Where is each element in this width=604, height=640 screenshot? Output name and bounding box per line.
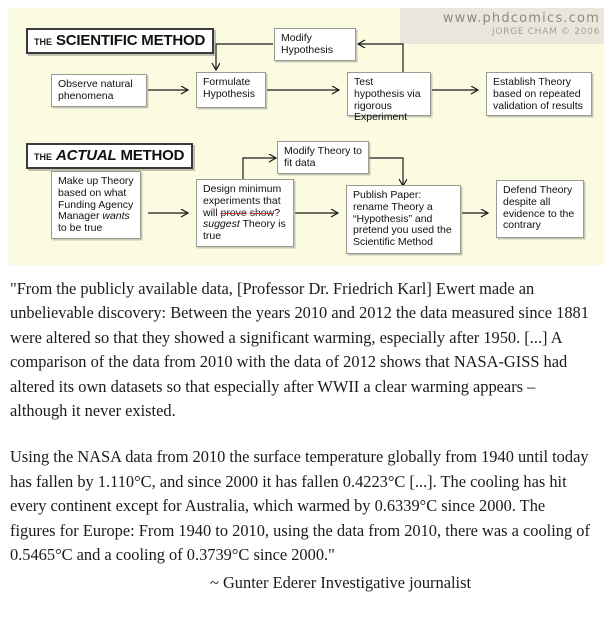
design-text-post: ? <box>274 206 281 219</box>
flow-box-modify-theory: Modify Theory to fit data <box>277 141 369 174</box>
emphasis-wants: wants <box>102 210 130 223</box>
section-title-prefix: THE <box>34 152 52 162</box>
quote-paragraph-2: Using the NASA data from 2010 the surface temperature globally from 1940 until today has fallen by 1.110°C, and since 2000 it has fallen 0.4223°C [...]. The cooling has hit every continent except for Australia, which warmed by 0.6339°C since 2000. The figures for Europe: From 1940 to 2010, using the data from 2010, there was a cooling of 0.5465°C and a cooling of 0.3739°C since 2000." <box>10 447 590 565</box>
watermark-band <box>400 8 604 44</box>
struck-word-prove: prove <box>220 206 247 219</box>
section-title-rest: METHOD <box>120 147 185 164</box>
flow-box-modify-hypothesis: Modify Hypothesis <box>274 28 356 61</box>
quote-attribution: ~ Gunter Ederer Investigative journalist <box>210 573 472 593</box>
phd-comics-panel <box>8 8 604 265</box>
design-text-pre: Design minimum experiments that will <box>203 183 282 219</box>
emphasis-suggest: suggest <box>203 218 240 231</box>
flow-box-design-experiments <box>196 179 294 247</box>
flow-box-defend-theory: Defend Theory despite all evidence to the contrary <box>496 180 584 238</box>
design-text-tail: Theory is true <box>203 218 286 243</box>
section-title-text: SCIENTIFIC METHOD <box>56 32 206 49</box>
flow-box-observe-natural-phenomena: Observe natural phenomena <box>51 74 147 107</box>
flow-box-make-up-theory: Make up Theory based on what Funding Agency Manager wants to be true <box>51 171 141 239</box>
section-title-prefix: THE <box>34 37 52 47</box>
struck-word-show: show <box>249 206 275 219</box>
flow-box-formulate-hypothesis: Formulate Hypothesis <box>196 72 266 108</box>
section-title-text <box>56 147 184 164</box>
flow-box-establish-theory: Establish Theory based on repeated validation of results <box>486 72 592 116</box>
section-title-italic-word: ACTUAL <box>56 147 117 164</box>
flow-box-publish-paper: Publish Paper: rename Theory a “Hypothesis” and pretend you used the Scientific Method <box>346 185 461 254</box>
watermark-url: www.phdcomics.com <box>442 11 600 26</box>
flow-box-test-hypothesis: Test hypothesis via rigorous Experiment <box>347 72 431 116</box>
quote-paragraph-1: "From the publicly available data, [Professor Dr. Friedrich Karl] Ewert made an unbelievable discovery: Between the years 2010 and 2012 the data measured since 1881 were altered so that they showed a significant warming, especially after 1950. [...] A comparison of the data from 2010 with the data of 2012 shows that NASA-GISS had altered its own datasets so that especially after WWII a clear warming appears – although it never existed. <box>10 279 589 421</box>
section-title-actual-method <box>26 143 193 169</box>
quotation-block <box>0 265 604 640</box>
watermark-credit: JORGE CHAM © 2006 <box>491 27 600 37</box>
section-title-scientific-method <box>26 28 214 54</box>
